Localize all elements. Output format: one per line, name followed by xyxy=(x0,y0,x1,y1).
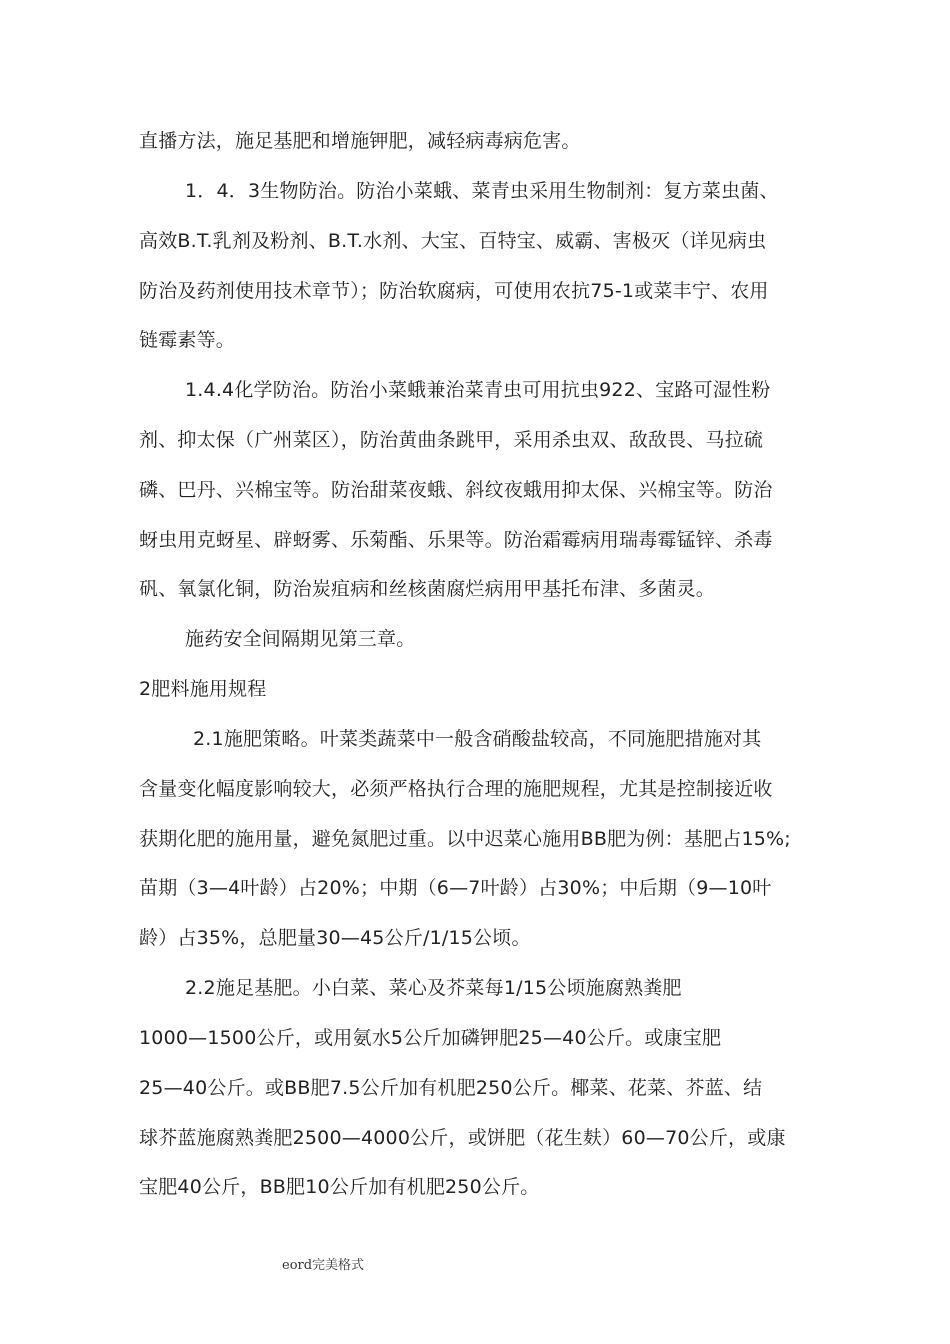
paragraph-line: 防治及药剂使用技术章节）；防治软腐病，可使用农抗75-1或菜丰宁、农用 xyxy=(139,280,769,302)
page-footer: eord完美格式 xyxy=(282,1258,365,1273)
paragraph-line: 25—40公斤。或BB肥7.5公斤加有机肥250公斤。椰菜、花菜、芥蓝、结 xyxy=(139,1077,763,1099)
paragraph-line: 宝肥40公斤，BB肥10公斤加有机肥250公斤。 xyxy=(139,1176,540,1198)
paragraph-line: 获期化肥的施用量，避免氮肥过重。以中迟菜心施用BB肥为例：基肥占15%; xyxy=(139,828,791,850)
paragraph-line: 苗期（3—4叶龄）占20%；中期（6—7叶龄）占30%；中后期（9—10叶 xyxy=(139,877,772,899)
section-1-4-4-heading-line: 1.4.4化学防治。防治小菜蛾兼治菜青虫可用抗虫922、宝路可湿性粉 xyxy=(185,379,771,401)
paragraph-line: 矾、氧氯化铜，防治炭疽病和丝核菌腐烂病用甲基托布津、多菌灵。 xyxy=(139,578,716,600)
section-2-heading: 2肥料施用规程 xyxy=(139,678,267,700)
section-1-4-3-heading-line: 1．4．3生物防治。防治小菜蛾、菜青虫采用生物制剂：复方菜虫菌、 xyxy=(185,180,779,202)
paragraph-line: 高效B.T.乳剂及粉剂、B.T.水剂、大宝、百特宝、威霸、害极灭（详见病虫 xyxy=(139,230,767,252)
paragraph-line: 蚜虫用克蚜星、辟蚜雾、乐菊酯、乐果等。防治霜霉病用瑞毒霉锰锌、杀毒 xyxy=(139,529,773,551)
paragraph-line: 含量变化幅度影响较大，必须严格执行合理的施肥规程，尤其是控制接近收 xyxy=(139,778,773,800)
paragraph-line: 磷、巴丹、兴棉宝等。防治甜菜夜蛾、斜纹夜蛾用抑太保、兴棉宝等。防治 xyxy=(139,479,773,501)
paragraph-line: 施药安全间隔期见第三章。 xyxy=(185,628,416,650)
paragraph-line: 1000—1500公斤，或用氨水5公斤加磷钾肥25—40公斤。或康宝肥 xyxy=(139,1027,722,1049)
paragraph-line: 球芥蓝施腐熟粪肥2500—4000公斤，或饼肥（花生麸）60—70公斤，或康 xyxy=(139,1127,786,1149)
paragraph-line: 链霉素等。 xyxy=(139,329,236,351)
paragraph-line: 直播方法，施足基肥和增施钾肥，减轻病毒病危害。 xyxy=(139,130,581,152)
paragraph-line: 龄）占35%，总肥量30—45公斤/1/15公顷。 xyxy=(139,927,531,949)
paragraph-line: 剂、抑太保（广州菜区），防治黄曲条跳甲，采用杀虫双、敌敌畏、马拉硫 xyxy=(139,429,764,451)
section-2-2-heading-line: 2.2施足基肥。小白菜、菜心及芥菜每1/15公顷施腐熟粪肥 xyxy=(185,977,682,999)
section-2-1-heading-line: 2.1施肥策略。叶菜类蔬菜中一般含硝酸盐较高，不同施肥措施对其 xyxy=(193,728,762,750)
